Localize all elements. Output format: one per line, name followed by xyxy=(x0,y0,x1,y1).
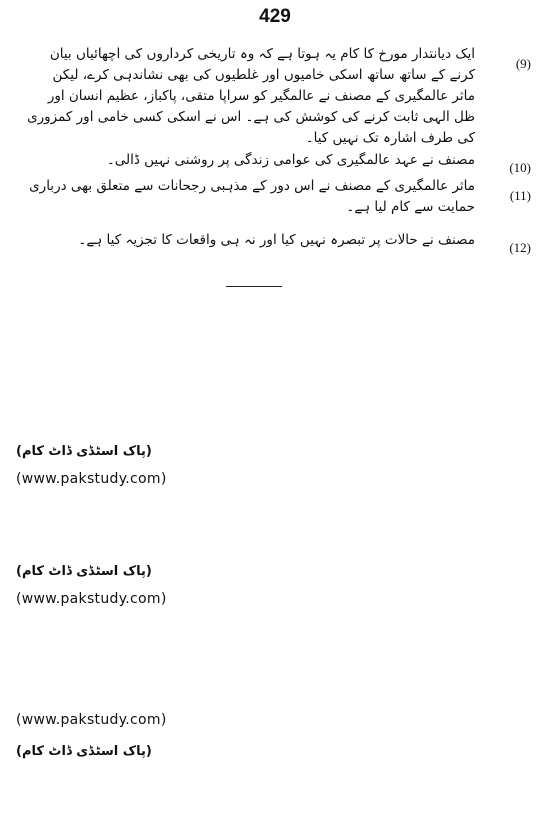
item-text: مصنف نے حالات پر تبصرہ نہیں کیا اور نہ ہی واقعات کا تجزیہ کیا ہے۔ xyxy=(78,232,475,248)
list-item-9 xyxy=(12,44,537,144)
page-number: 429 xyxy=(259,6,291,27)
item-number: (12) xyxy=(509,240,531,255)
item-number: (10) xyxy=(509,160,531,175)
item-number: (9) xyxy=(515,56,531,71)
item-text: ماثر عالمگیری کے مصنف نے اس دور کے مذہبی رجحانات سے متعلق بھی درباری حمایت سے کام لیا ہے۔ xyxy=(29,178,475,215)
watermark-block xyxy=(16,591,167,607)
watermark-block xyxy=(16,440,152,459)
watermark-block xyxy=(16,471,167,487)
list-item-12 xyxy=(12,230,537,254)
watermark-block xyxy=(16,712,167,728)
watermark-block xyxy=(16,740,152,759)
watermark-url: (www.pakstudy.com) xyxy=(16,712,167,728)
item-text: مصنف نے عہد عالمگیری کی عوامی زندگی پر روشنی نہیں ڈالی۔ xyxy=(106,152,475,168)
watermark-urdu: (پاک اسٹڈی ڈاٹ کام) xyxy=(16,444,152,459)
item-text: ایک دیانتدار مورخ کا کام یہ ہوتا ہے کہ وہ تاریخی کرداروں کی اچھائیاں بیان کرنے کے ساتھ ساتھ اسکی خامیوں اور غلطیوں کی بھی نشاندہی کرے، لیکن ماثر عالمگیری کے مصنف نے عالمگیر کو سراپا متقی، پاکباز، عظیم انسان اور ظل الہی ثابت کرنے کی کوشش کی ہے۔ اس نے اسکی کسی خامی اور کمزوری کی طرف اشارہ تک نہیں کیا۔ xyxy=(27,46,475,146)
watermark-url: (www.pakstudy.com) xyxy=(16,591,167,607)
item-number: (11) xyxy=(509,188,531,203)
watermark-urdu: (پاک اسٹڈی ڈاٹ کام) xyxy=(16,744,152,759)
watermark-urdu: (پاک اسٹڈی ڈاٹ کام) xyxy=(16,564,152,579)
list-item-10 xyxy=(12,150,537,174)
watermark-block xyxy=(16,560,152,579)
section-divider xyxy=(226,286,282,287)
list-item-11 xyxy=(12,176,537,222)
watermark-url: (www.pakstudy.com) xyxy=(16,471,167,487)
